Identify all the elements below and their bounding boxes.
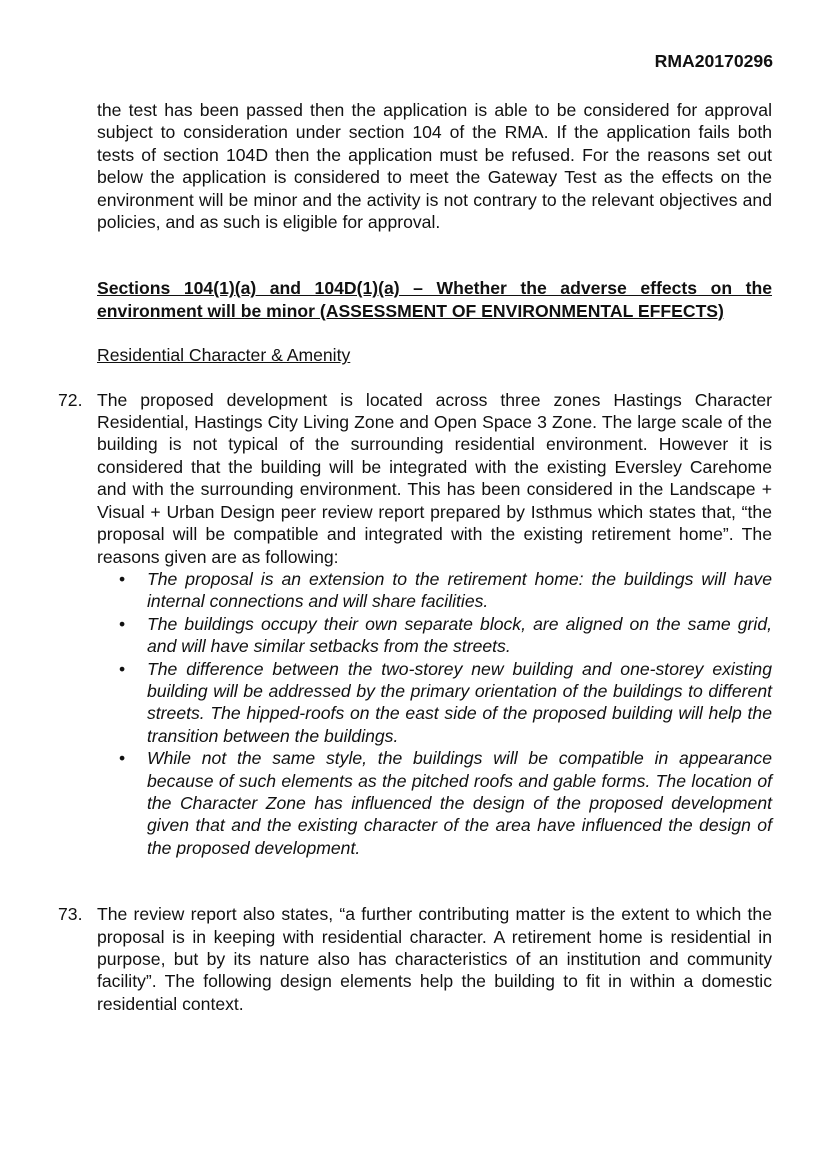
- list-item: [97, 658, 772, 748]
- list-item-text: The difference between the two-storey new building and one-storey existing building will be addressed by the primary orientation of the buildings to different streets. The hipped-roofs on the east side of the proposed building will help the transition between the buildings.: [147, 658, 772, 746]
- paragraph-number: 73.: [58, 904, 83, 925]
- bullet-icon: •: [119, 748, 126, 769]
- paragraph-number: 72.: [58, 389, 83, 410]
- paragraph-72: [58, 389, 772, 860]
- bullet-icon: •: [119, 658, 126, 679]
- list-item: [97, 568, 772, 613]
- paragraph-text: The proposed development is located across three zones Hastings Character Residential, Hastings City Living Zone and Open Space 3 Zone. The large scale of the building is not typical of the surrounding residential environment. However it is considered that the building will be integrated with the existing Eversley Carehome and with the surrounding environment. This has been considered in the Landscape + Visual + Urban Design peer review report prepared by Isthmus which states that, “the proposal will be compatible and integrated with the existing retirement home”. The reasons given are as following:: [97, 389, 772, 567]
- list-item-text: While not the same style, the buildings will be compatible in appearance because of such elements as the pitched roofs and gable forms. The location of the Character Zone has influenced the design of the proposed development given that and the existing character of the area have influenced the design of the proposed development.: [147, 748, 772, 858]
- bullet-icon: •: [119, 568, 126, 589]
- document-reference: RMA20170296: [654, 51, 773, 71]
- paragraph-text: The review report also states, “a further contributing matter is the extent to which the proposal is in keeping with residential character. A retirement home is residential in purpose, but by its nature also has characteristics of an institution and community facility”. The following design elements help the building to fit in within a domestic residential context.: [97, 904, 772, 1014]
- list-item-text: The buildings occupy their own separate block, are aligned on the same grid, and will have similar setbacks from the streets.: [147, 613, 772, 657]
- subheading: Residential Character & Amenity: [97, 345, 351, 366]
- bullet-icon: •: [119, 613, 126, 634]
- quoted-reasons-list: [97, 568, 772, 859]
- list-item-text: The proposal is an extension to the retirement home: the buildings will have internal connections and will share facilities.: [147, 568, 772, 612]
- paragraph-73: [58, 903, 772, 1015]
- list-item: [97, 747, 772, 859]
- intro-paragraph: the test has been passed then the application is able to be considered for approval subject to consideration under section 104 of the RMA. If the application fails both tests of section 104D then the application must be refused. For the reasons set out below the application is considered to meet the Gateway Test as the effects on the environment will be minor and the activity is not contrary to the relevant objectives and policies, and as such is eligible for approval.: [97, 100, 772, 233]
- list-item: [97, 613, 772, 658]
- page-content: [58, 99, 772, 1015]
- section-heading: Sections 104(1)(a) and 104D(1)(a) – Whether the adverse effects on the environment will be minor (ASSESSMENT OF ENVIRONMENTAL EFFECTS): [97, 278, 772, 321]
